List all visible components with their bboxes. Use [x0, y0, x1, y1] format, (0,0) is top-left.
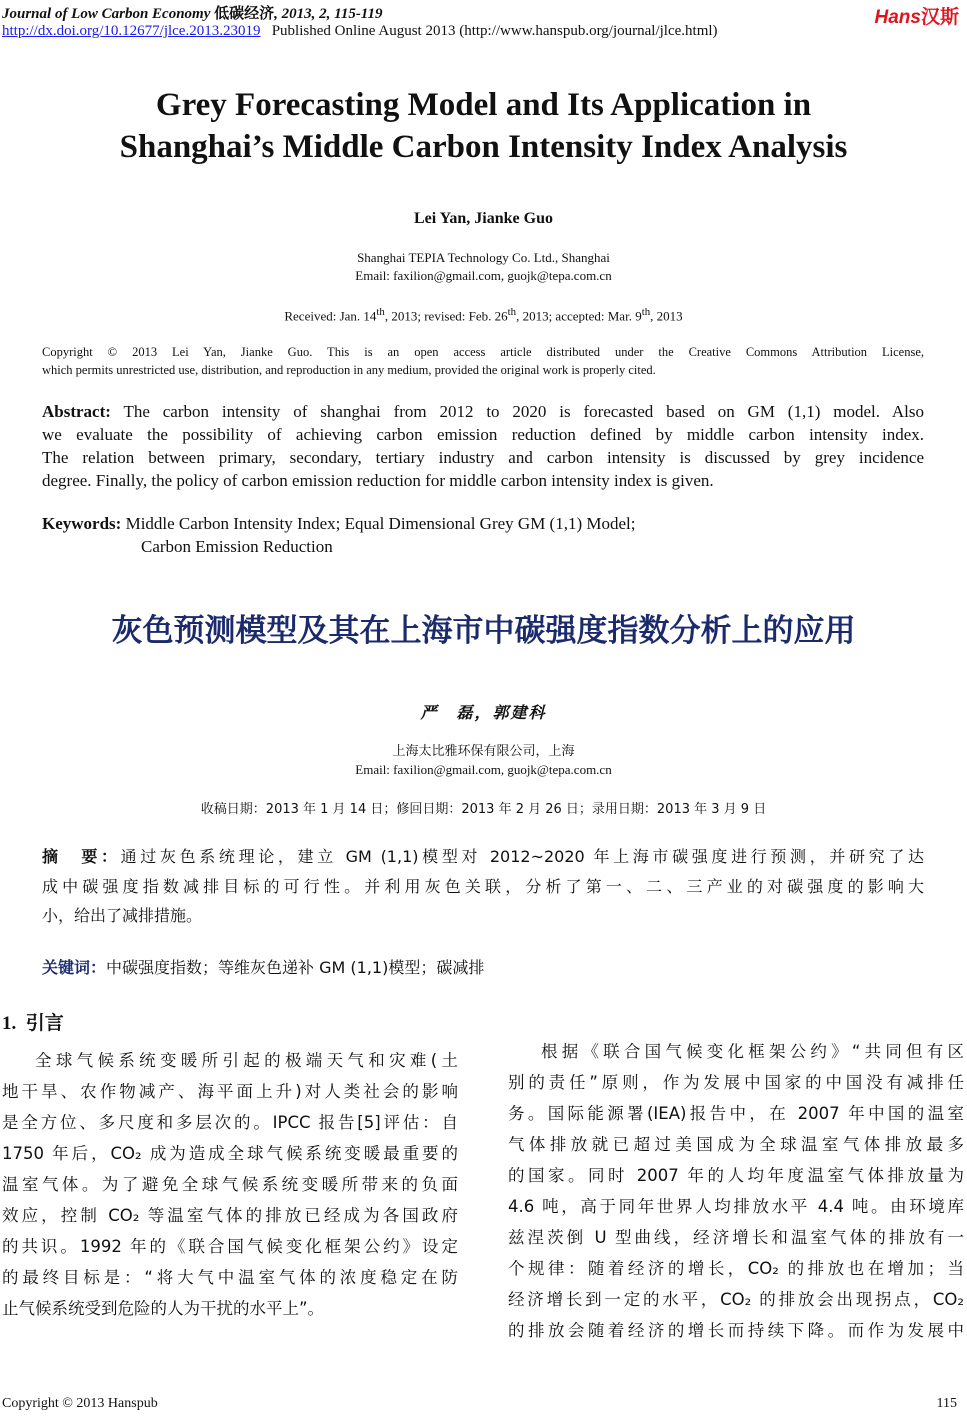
text-line: 的国家。同时 2007 年的人均年度温室气体排放量为	[508, 1166, 964, 1185]
section-number: 1.	[2, 1013, 17, 1034]
chinese-title: 灰色预测模型及其在上海市中碳强度指数分析上的应用	[111, 613, 856, 649]
text-line: 是全方位、多尺度和多层次的。IPCC 报告[5]评估：自	[2, 1113, 458, 1132]
chinese-authors: 严 磊，郭建科	[420, 703, 547, 722]
journal-name-cn: 低碳经济	[214, 4, 275, 22]
text-line: 全球气候系统变暖所引起的极端天气和灾难(土	[35, 1051, 458, 1070]
affiliation: Shanghai TEPIA Technology Co. Ltd., Shanghai	[357, 250, 610, 265]
logo-cn: 汉斯	[920, 6, 959, 28]
chinese-abstract-line: 成中碳强度指数减排目标的可行性。并利用灰色关联，分析了第一、二、三产业的对碳强度的影响大	[42, 876, 924, 896]
chinese-affiliation: 上海太比雅环保有限公司，上海	[392, 744, 575, 759]
section-title: 引言	[25, 1012, 64, 1034]
chinese-keywords-label: 关键词：	[42, 958, 107, 977]
keywords-label: Keywords:	[42, 514, 122, 533]
text-line: 效应，控制 CO₂ 等温室气体的排放已经成为各国政府	[2, 1206, 458, 1225]
abstract	[42, 400, 924, 492]
text-line: 的共识。1992 年的《联合国气候变化框架公约》设定	[2, 1237, 458, 1256]
text-line: 的排放会随着经济的增长而持续下降。而作为发展中	[508, 1321, 964, 1340]
abstract-line: we evaluate the possibility of achieving carbon emission reduction defined by middle carbon intensity index.	[42, 425, 924, 444]
text-line: 别的责任”原则，作为发展中国家的中国没有减排任	[508, 1073, 964, 1092]
text-line: 气体排放就已超过美国成为全球温室气体排放最多	[508, 1135, 964, 1154]
text-line: 地干旱、农作物减产、海平面上升)对人类社会的影响	[2, 1082, 458, 1101]
text-line: 的最终目标是：“将大气中温室气体的浓度稳定在防	[2, 1268, 458, 1287]
received-text: Received: Jan. 14	[284, 308, 377, 324]
left-column-text	[2, 1045, 458, 1324]
abstract-line: degree. Finally, the policy of carbon emission reduction for middle carbon intensity index is given.	[42, 471, 714, 490]
chinese-received-dates: 收稿日期：2013 年 1 月 14 日；修回日期：2013 年 2 月 26 日；录用日期：2013 年 3 月 9 日	[200, 802, 767, 817]
received-dates	[0, 306, 967, 324]
copyright-line: which permits unrestricted use, distribution, and reproduction in any medium, provided the original work is properly cited.	[42, 363, 656, 377]
right-column-text	[508, 1036, 964, 1346]
text-line: 根据《联合国气候变化框架公约》“共同但有区	[541, 1042, 964, 1061]
section-heading	[2, 1008, 64, 1035]
citation: , 2013, 2, 115-119	[274, 6, 383, 22]
chinese-abstract-line: 通过灰色系统理论，建立 GM (1,1)模型对 2012~2020 年上海市碳强度进行预测，并研究了达	[120, 847, 924, 866]
text-line: 务。国际能源署(IEA)报告中，在 2007 年中国的温室	[508, 1104, 964, 1123]
text-line: 1750 年后，CO₂ 成为造成全球气候系统变暖最重要的	[2, 1144, 458, 1163]
keywords-line: Carbon Emission Reduction	[141, 537, 333, 556]
page-number: 115	[936, 1396, 957, 1411]
copyright-notice	[42, 343, 924, 379]
copyright-line: Copyright © 2013 Lei Yan, Jianke Guo. This is an open access article distributed under the Creative Commons Attribution License,	[42, 345, 924, 359]
revised-text: , 2013; revised: Feb. 26	[384, 308, 508, 324]
journal-header	[2, 2, 382, 23]
footer-copyright: Copyright © 2013 Hanspub	[2, 1396, 158, 1411]
paper-title	[0, 84, 967, 168]
chinese-keywords	[42, 955, 924, 978]
chinese-keywords-text: 中碳强度指数；等维灰色递补 GM (1,1)模型；碳减排	[106, 958, 485, 977]
text-line: 个规律：随着经济的增长，CO₂ 的排放也在增加；当	[508, 1259, 964, 1278]
chinese-abstract-line: 小，给出了减排措施。	[42, 906, 203, 925]
sup: th	[376, 306, 385, 318]
keywords-line: Middle Carbon Intensity Index; Equal Dimensional Grey GM (1,1) Model;	[121, 514, 636, 533]
chinese-abstract-label: 摘 要：	[42, 847, 121, 866]
abstract-label: Abstract:	[42, 402, 111, 421]
authors: Lei Yan, Jianke Guo	[414, 210, 553, 227]
abstract-line: The carbon intensity of shanghai from 2012 to 2020 is forecasted based on GM (1,1) model. Also	[110, 402, 924, 421]
text-line: 4.6 吨，高于同年世界人均排放水平 4.4 吨。由环境库	[508, 1197, 964, 1216]
accepted-text: , 2013; accepted: Mar. 9	[516, 308, 642, 324]
text-line: 经济增长到一定的水平，CO₂ 的排放会出现拐点，CO₂	[508, 1290, 964, 1309]
chinese-abstract	[42, 842, 924, 931]
text-line: 止气候系统受到危险的人为干扰的水平上”。	[2, 1299, 325, 1318]
text-line: 兹涅茨倒 U 型曲线，经济增长和温室气体的排放有一	[508, 1228, 964, 1247]
year-text: , 2013	[650, 308, 683, 324]
chinese-email: Email: faxilion@gmail.com, guojk@tepa.com.cn	[355, 762, 612, 777]
keywords	[42, 512, 924, 558]
published-note: Published Online August 2013 (http://www.hanspub.org/journal/jlce.html)	[271, 23, 718, 39]
title-line: Grey Forecasting Model and Its Application in	[155, 87, 812, 123]
email: Email: faxilion@gmail.com, guojk@tepa.com.cn	[355, 268, 612, 283]
hanspub-logo	[875, 2, 959, 29]
abstract-line: The relation between primary, secondary, tertiary industry and carbon intensity is discussed by grey incidence	[42, 448, 924, 467]
text-line: 温室气体。为了避免全球气候系统变暖所带来的负面	[2, 1175, 458, 1194]
logo-en: Hans	[874, 7, 921, 28]
doi-link[interactable]: http://dx.doi.org/10.12677/jlce.2013.23019	[2, 23, 261, 39]
sup: th	[507, 306, 517, 318]
journal-name: Journal of Low Carbon Economy	[2, 6, 211, 22]
title-line: Shanghai’s Middle Carbon Intensity Index Analysis	[119, 129, 848, 165]
sup: th	[641, 306, 651, 318]
doi-line	[2, 23, 718, 40]
